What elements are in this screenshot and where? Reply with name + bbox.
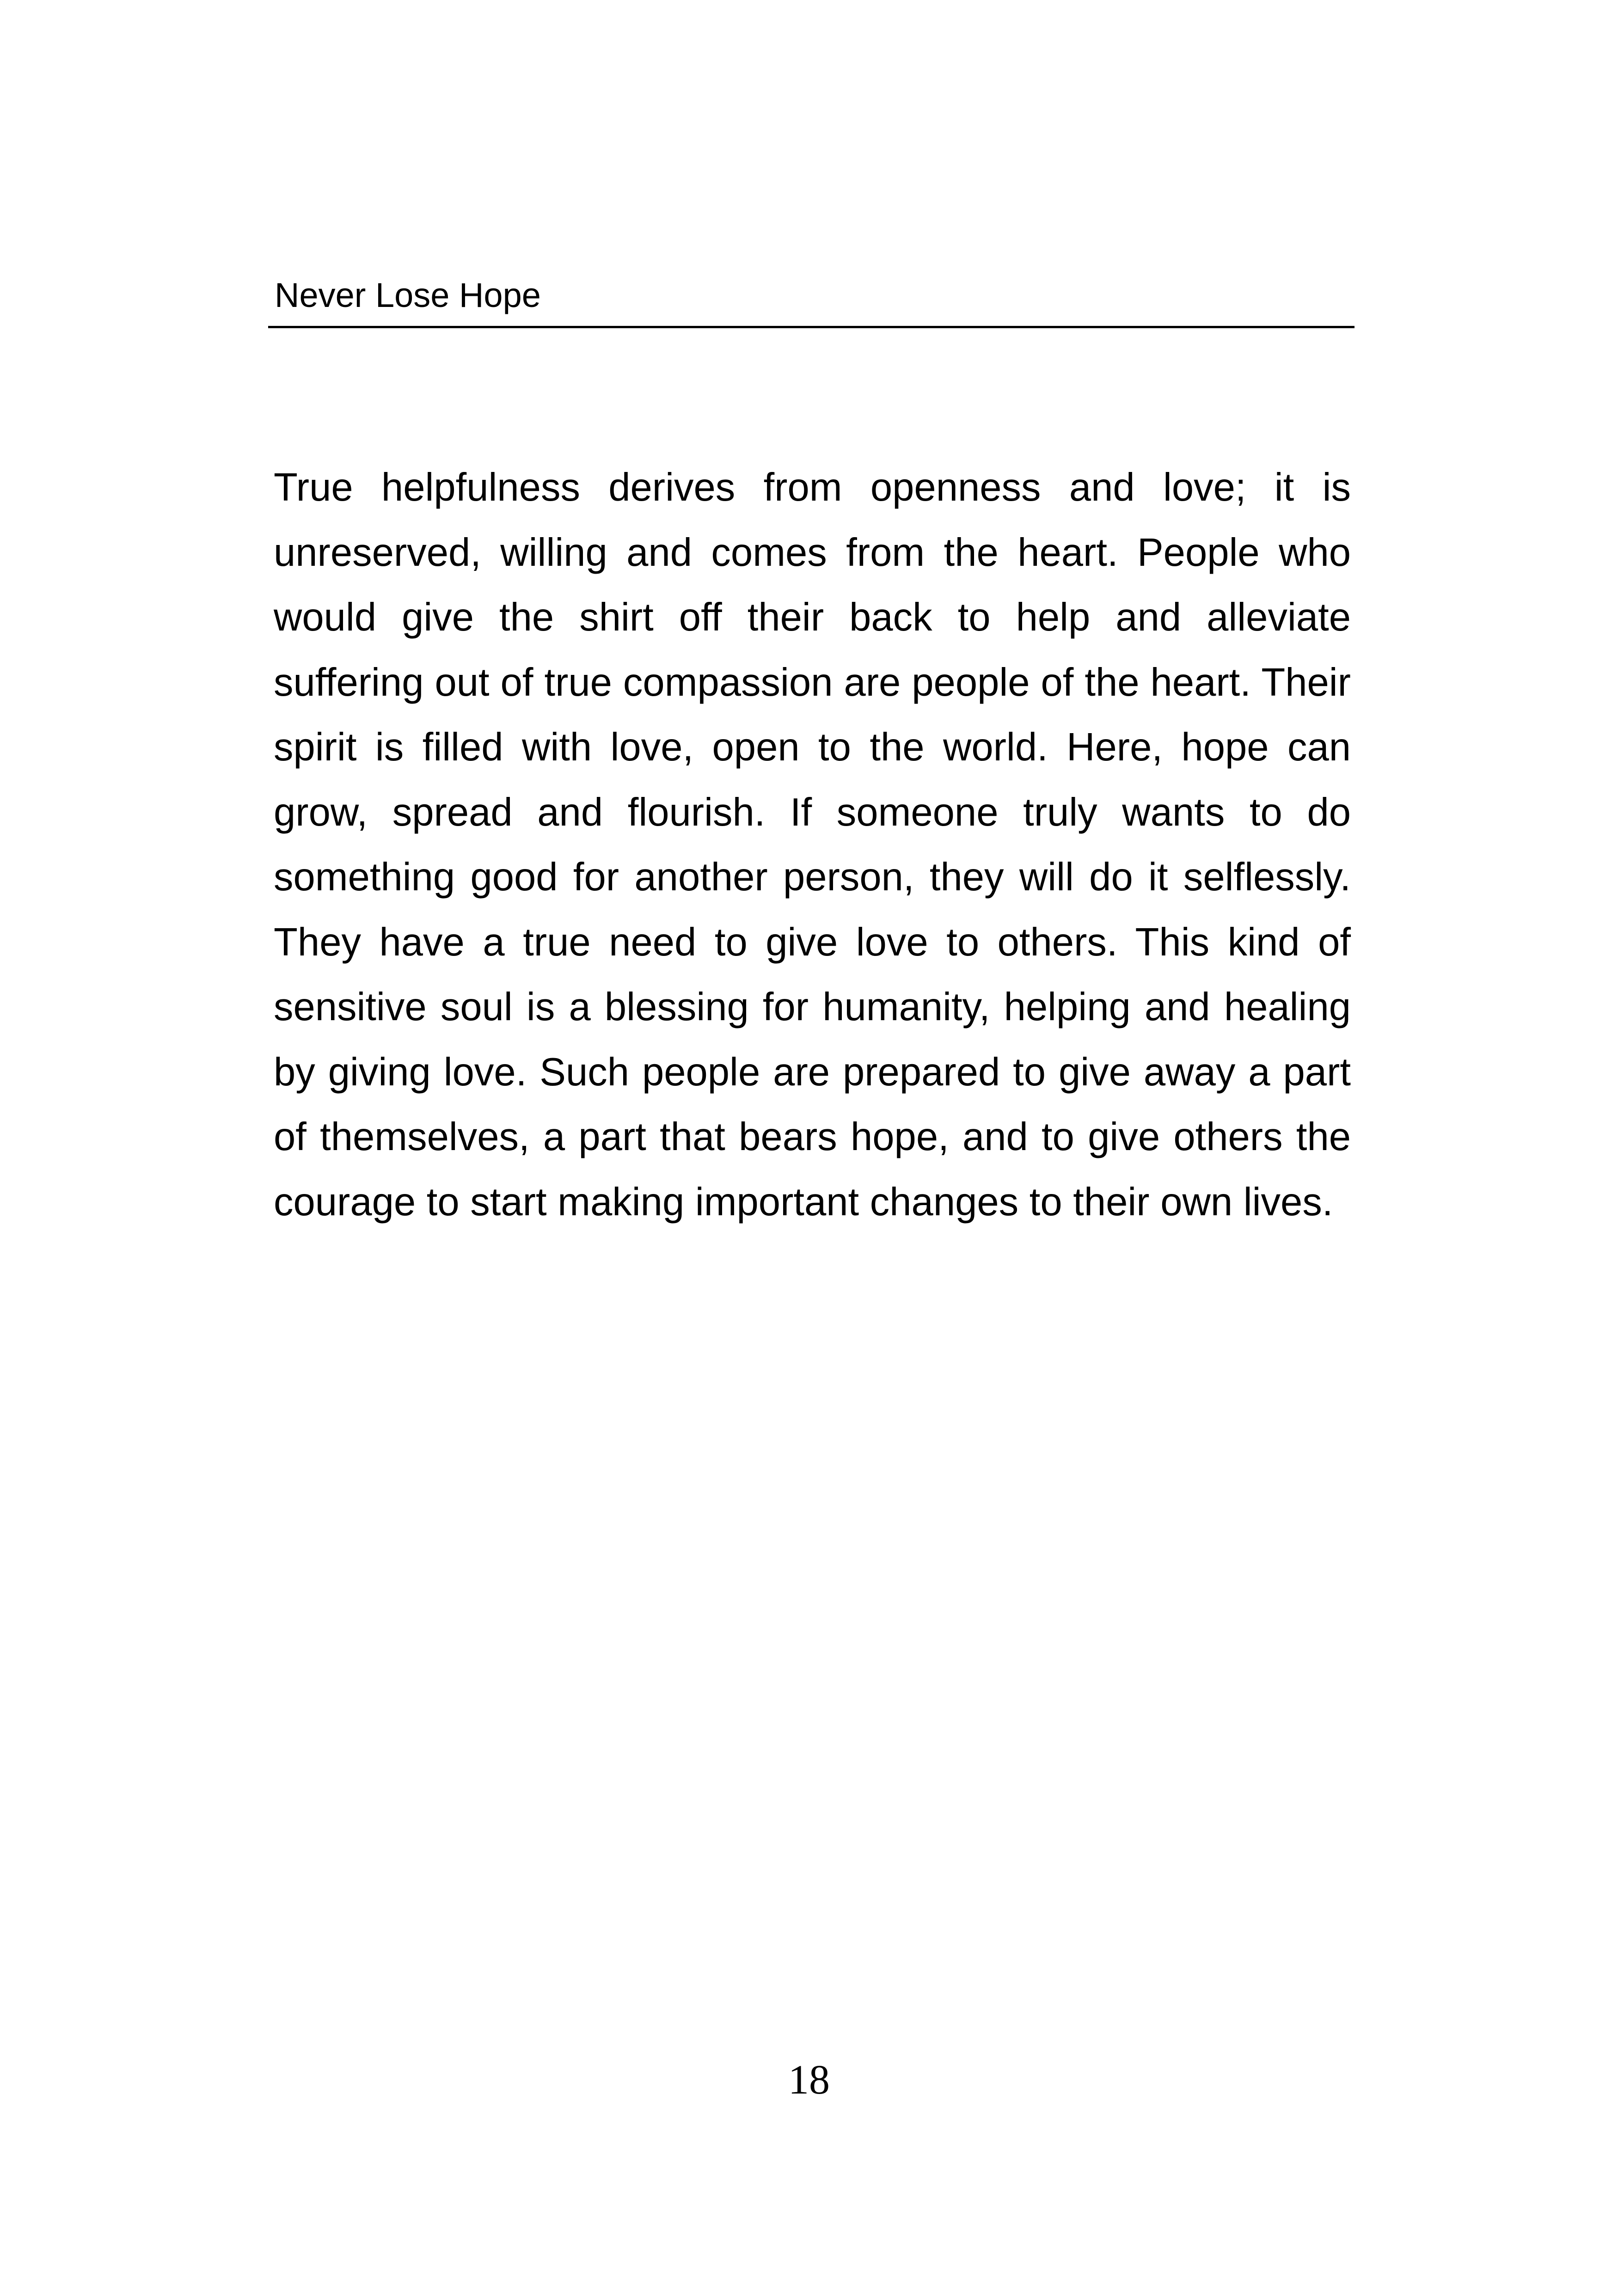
- page-number: 18: [788, 2057, 830, 2103]
- body-paragraph: True helpfulness derives from openness and love; it is unreserved, willing and comes from the heart. People who would give the shirt off their back to help and alleviate suffering out of true compassion are people of the heart. Their spirit is filled with love, open to the world. Here, hope can grow, spread and flourish. If someone truly wants to do something good for another person, they will do it selflessly. They have a true need to give love to others. This kind of sensitive soul is a blessing for humanity, helping and healing by giving love. Such people are prepared to give away a part of themselves, a part that bears hope, and to give others the courage to start making important changes to their own lives.: [274, 465, 1351, 1224]
- running-header-title: Never Lose Hope: [275, 276, 541, 314]
- running-header: [268, 268, 1354, 328]
